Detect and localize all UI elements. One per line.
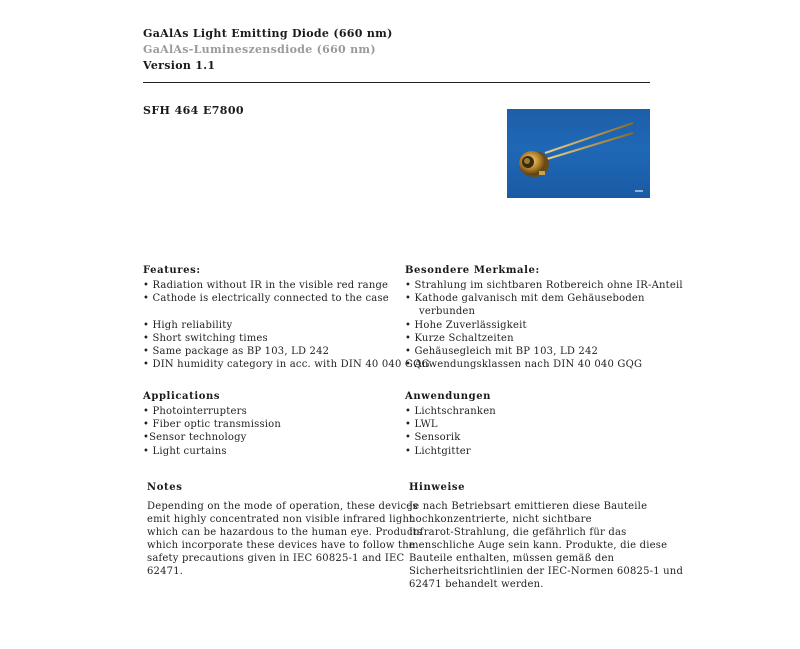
paragraph-line: Sicherheitsrichtlinien der IEC-Normen 60825-1 und [409,566,684,577]
paragraph-line: 62471 behandelt werden. [409,579,544,590]
list-item: • Cathode is electrically connected to the case [143,293,389,304]
list-item: • Short switching times [143,333,268,344]
paragraph-line: Bauteile enthalten, müssen gemäß den [409,553,615,564]
list-item: • Lichtgitter [405,446,471,457]
list-item: • Anwendungsklassen nach DIN 40 040 GQG [405,359,643,370]
anwendungen-heading: Anwendungen [405,391,492,402]
list-item: • High reliability [143,320,233,331]
applications-heading: Applications [143,391,221,402]
led-illustration [507,109,650,198]
list-item: • Light curtains [143,446,227,457]
paragraph-line: emit highly concentrated non visible infrared light [147,514,414,525]
list-item: • Hohe Zuverlässigkeit [405,320,527,331]
paragraph-line: Infrarot-Strahlung, die gefährlich für das [409,527,627,538]
list-item: • Fiber optic transmission [143,419,282,430]
list-item: •Sensor technology [143,432,247,443]
paragraph-line: 62471. [147,566,184,577]
merkmale-heading: Besondere Merkmale: [405,265,540,276]
paragraph-line: Depending on the mode of operation, these devices [147,501,418,512]
paragraph-line: Je nach Betriebsart emittieren diese Bauteile [409,501,648,512]
hinweise-heading: Hinweise [409,482,466,493]
list-item: • Kathode galvanisch mit dem Gehäuseboden [405,293,645,304]
list-item: • Radiation without IR in the visible red range [143,280,389,291]
list-item: • LWL [405,419,438,430]
features-heading: Features: [143,265,201,276]
document-version: Version 1.1 [143,59,216,72]
document-title: GaAlAs Light Emitting Diode (660 nm) [143,27,393,40]
list-item: • Kurze Schaltzeiten [405,333,514,344]
list-item: • DIN humidity category in acc. with DIN 40 040 GQG [143,359,430,370]
document-subtitle-german: GaAlAs-Lumineszensdiode (660 nm) [143,43,376,56]
list-item-continuation: verbunden [419,306,476,317]
list-item: • Lichtschranken [405,406,496,417]
paragraph-line: hochkonzentrierte, nicht sichtbare [409,514,592,525]
paragraph-line: which can be hazardous to the human eye. Products [147,527,423,538]
list-item: • Photointerrupters [143,406,247,417]
product-photo [507,109,650,198]
paragraph-line: safety precautions given in IEC 60825-1 and IEC [147,553,405,564]
list-item: • Gehäusegleich mit BP 103, LD 242 [405,346,599,357]
paragraph-line: which incorporate these devices have to follow the [147,540,415,551]
header-divider [143,82,650,83]
notes-heading: Notes [147,482,183,493]
list-item: • Sensorik [405,432,461,443]
paragraph-line: menschliche Auge sein kann. Produkte, die diese [409,540,668,551]
part-number: SFH 464 E7800 [143,104,244,117]
list-item: • Strahlung im sichtbaren Rotbereich ohne IR-Anteil [405,280,683,291]
list-item: • Same package as BP 103, LD 242 [143,346,330,357]
